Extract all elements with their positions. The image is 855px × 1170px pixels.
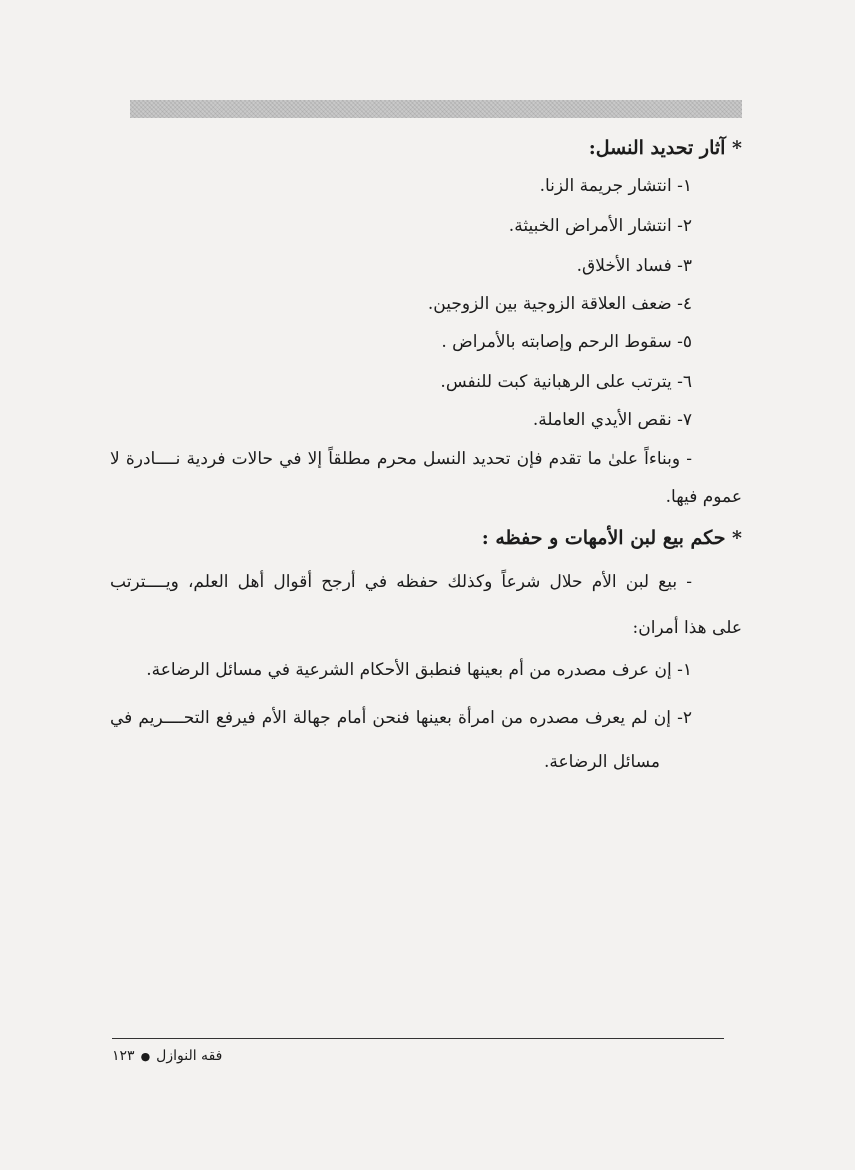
section-heading-effects: * آثار تحديد النسل: bbox=[588, 137, 742, 159]
page-footer bbox=[112, 1048, 222, 1064]
page-number: ١٢٣ bbox=[112, 1048, 135, 1064]
effect-item-7: ٧- نقص الأيدي العاملة. bbox=[532, 410, 692, 430]
ruling-paragraph-line-1: - بيع لبن الأم حلال شرعاً وكذلك حفظه في أرجح أقوال أهل العلم، ويــــترتب bbox=[110, 572, 692, 592]
ruling-point-1: ١- إن عرف مصدره من أم بعينها فنطبق الأحكام الشرعية في مسائل الرضاعة. bbox=[146, 660, 692, 680]
ruling-point-2-line-2: مسائل الرضاعة. bbox=[543, 752, 660, 772]
effect-item-2: ٢- انتشار الأمراض الخبيثة. bbox=[508, 216, 692, 236]
effect-item-4: ٤- ضعف العلاقة الزوجية بين الزوجين. bbox=[427, 294, 692, 314]
effect-item-1: ١- انتشار جريمة الزنا. bbox=[539, 176, 692, 196]
effect-item-5: ٥- سقوط الرحم وإصابته بالأمراض . bbox=[441, 332, 692, 352]
conclusion-line-2: عموم فيها. bbox=[665, 487, 742, 507]
section-heading-milk-sale: * حكم بيع لبن الأمهات و حفظه : bbox=[481, 527, 742, 549]
footer-divider bbox=[112, 1038, 724, 1039]
header-decorative-bar bbox=[130, 100, 742, 118]
effect-item-3: ٣- فساد الأخلاق. bbox=[576, 256, 692, 276]
ruling-point-2-line-1: ٢- إن لم يعرف مصدره من امرأة بعينها فنحن أمام جهالة الأم فيرفع التحــــريم في bbox=[110, 708, 692, 728]
effect-item-6: ٦- يترتب على الرهبانية كبت للنفس. bbox=[440, 372, 692, 392]
book-title: فقه النوازل bbox=[156, 1048, 223, 1064]
ruling-paragraph-line-2: على هذا أمران: bbox=[632, 618, 742, 638]
conclusion-line-1: - وبناءاً علىٰ ما تقدم فإن تحديد النسل محرم مطلقاً إلا في حالات فردية نــــادرة لا bbox=[110, 449, 692, 469]
bullet-dot-icon: ● bbox=[140, 1049, 151, 1063]
